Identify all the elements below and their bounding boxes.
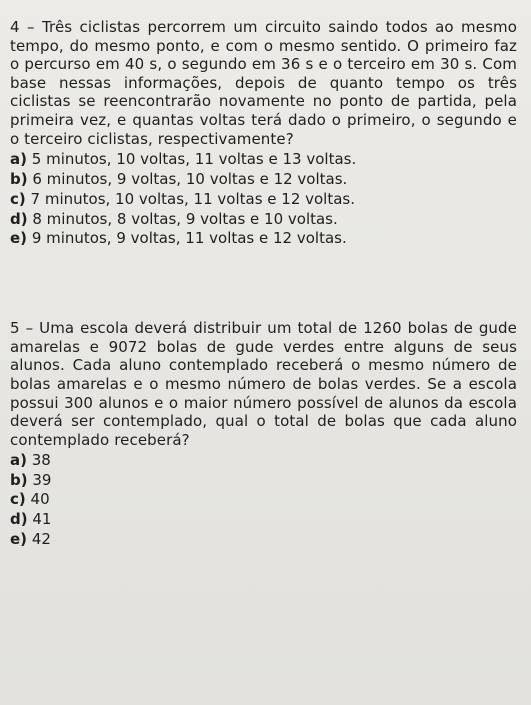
question-5-options [10, 451, 517, 549]
question-4-option-c [10, 190, 517, 210]
option-letter: b) [10, 470, 28, 489]
question-spacer [10, 249, 517, 319]
option-text: 40 [30, 490, 50, 509]
option-text: 38 [31, 451, 51, 470]
option-text: 39 [32, 470, 52, 489]
question-4-stem: 4 – Três ciclistas percorrem um circuito saindo todos ao mesmo tempo, do mesmo ponto, e com o mesmo sentido. O primeiro faz o percurso em 40 s, o segundo em 36 s e o terceiro em 30 s. Com base nessas informações, depois de quanto tempo os três ciclistas se reencontrarão novamente no ponto de partida, pela primeira vez, e quantas voltas terá dado o primeiro, o segundo e o terceiro ciclistas, respectivamente? [10, 18, 517, 148]
question-5-stem: 5 – Uma escola deverá distribuir um total de 1260 bolas de gude amarelas e 9072 bolas de gude verdes entre alguns de seus alunos. Cada aluno contemplado receberá o mesmo número de bolas amarelas e o mesmo número de bolas verdes. Se a escola possui 300 alunos e o maior número possível de alunos da escola deverá ser contemplado, qual o total de bolas que cada aluno contemplado receberá? [10, 319, 517, 449]
option-letter: b) [10, 169, 28, 188]
option-letter: a) [10, 451, 27, 470]
option-text: 6 minutos, 9 voltas, 10 voltas e 12 voltas. [32, 169, 348, 188]
option-letter: d) [10, 209, 28, 228]
option-text: 7 minutos, 10 voltas, 11 voltas e 12 voltas. [30, 189, 356, 208]
option-text: 8 minutos, 8 voltas, 9 voltas e 10 voltas. [32, 209, 338, 228]
question-4-option-a [10, 150, 517, 170]
question-5-option-c [10, 490, 517, 510]
question-5-option-a [10, 451, 517, 471]
question-5-option-b [10, 471, 517, 491]
option-text: 42 [31, 529, 51, 548]
option-text: 5 minutos, 10 voltas, 11 voltas e 13 voltas. [31, 150, 357, 169]
question-5-option-d [10, 510, 517, 530]
question-5 [10, 319, 517, 549]
question-4-options [10, 150, 517, 249]
option-text: 9 minutos, 9 voltas, 11 voltas e 12 voltas. [31, 229, 347, 248]
option-text: 41 [32, 510, 52, 529]
question-4-option-e [10, 229, 517, 249]
question-4-option-d [10, 210, 517, 230]
question-5-option-e [10, 530, 517, 550]
option-letter: e) [10, 229, 28, 248]
option-letter: c) [10, 490, 26, 509]
option-letter: a) [10, 150, 27, 169]
option-letter: d) [10, 510, 28, 529]
option-letter: c) [10, 189, 26, 208]
option-letter: e) [10, 529, 28, 548]
question-4 [10, 18, 517, 249]
question-4-option-b [10, 170, 517, 190]
